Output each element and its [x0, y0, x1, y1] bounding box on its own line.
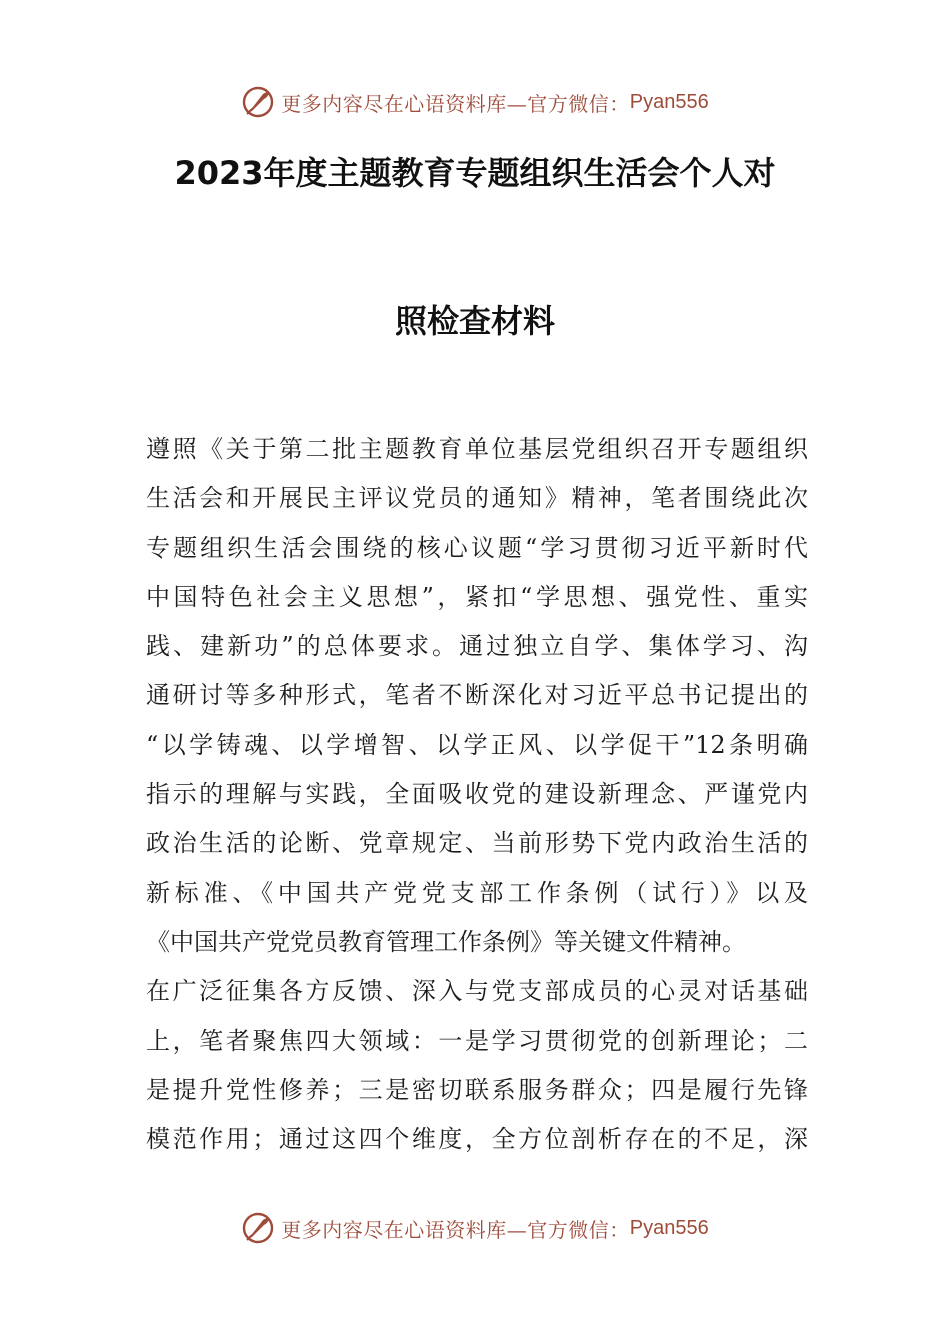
- document-title-line-1: 2023年度主题教育专题组织生活会个人对: [174, 154, 776, 192]
- body-line: 遵照《关于第二批主题教育单位基层党组织召开专题组织: [146, 435, 808, 463]
- body-line: 在广泛征集各方反馈、深入与党支部成员的心灵对话基础: [146, 977, 808, 1006]
- body-line: 是提升党性修养；三是密切联系服务群众；四是履行先锋: [146, 1075, 808, 1104]
- footer-watermark-banner: [0, 1208, 950, 1248]
- document-title-line-2: 照检查材料: [394, 302, 555, 340]
- body-line: 指示的理解与实践，全面吸收党的建设新理念、严谨党内: [146, 780, 808, 809]
- quill-pen-logo-icon: [241, 85, 275, 119]
- header-watermark-banner: [0, 82, 950, 122]
- quill-pen-logo-icon: [241, 1211, 275, 1245]
- body-line: 中国特色社会主义思想”，紧扣“学思想、强党性、重实: [146, 582, 808, 611]
- body-line: 生活会和开展民主评议党员的通知》精神，笔者围绕此次: [146, 484, 808, 513]
- wechat-id: Pyan556: [629, 1216, 709, 1239]
- body-line: 新标准、《中国共产党党支部工作条例（试行）》以及: [146, 878, 808, 907]
- banner-text: 更多内容尽在心语资料库—官方微信：: [281, 1217, 630, 1242]
- body-line: 通研讨等多种形式，笔者不断深化对习近平总书记提出的: [146, 681, 808, 710]
- body-line: “以学铸魂、以学增智、以学正风、以学促干”12条明确: [146, 730, 808, 759]
- banner-text: 更多内容尽在心语资料库—官方微信：: [281, 91, 630, 116]
- body-line: 上，笔者聚焦四大领域：一是学习贯彻党的创新理论；二: [146, 1026, 808, 1055]
- wechat-id: Pyan556: [629, 90, 709, 113]
- body-line: 践、建新功”的总体要求。通过独立自学、集体学习、沟: [146, 632, 808, 661]
- body-line: 专题组织生活会围绕的核心议题“学习贯彻习近平新时代: [146, 533, 808, 562]
- body-line: 政治生活的论断、党章规定、当前形势下党内政治生活的: [146, 829, 808, 858]
- body-line: 《中国共产党党员教育管理工作条例》等关键文件精神。: [146, 927, 746, 956]
- document-body: [146, 425, 808, 1164]
- body-line: 模范作用；通过这四个维度，全方位剖析存在的不足，深: [146, 1125, 808, 1154]
